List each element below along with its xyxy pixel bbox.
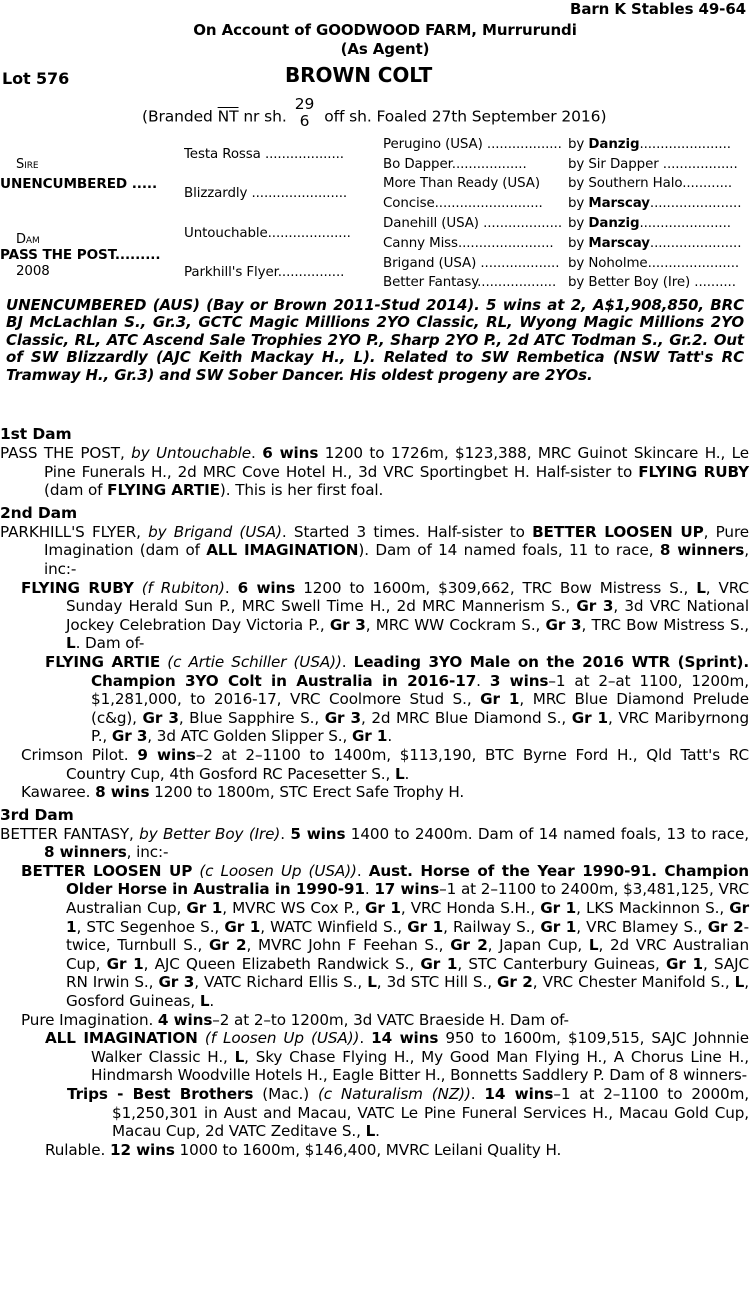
g1-1: Blizzardly .......................: [184, 186, 348, 201]
all-imagination-entry: ALL IMAGINATION (f Loosen Up (USA)). 14 wins 950 to 1600m, $109,515, SAJC Johnnie Walker Classic H., L, Sky Chase Flying H., My Good Man Flying H., A Chorus Line H., Hindmarsh Woodville Hotels H., Eagle Bitter H., Bonnetts Saddlery P. Dam of 8 winners-: [45, 1029, 750, 1085]
dam-name: PASS THE POST.........: [0, 247, 161, 263]
g2-3: Concise..........................: [383, 196, 543, 211]
g3-6: by Noholme......................: [568, 256, 740, 271]
trips-best-brothers-entry: Trips - Best Brothers (Mac.) (c Naturalism (NZ)). 14 wins–1 at 2–1100 to 2000m, $1,250,301 in Aust and Macau, VATC Le Pine Funeral Services H., Macau Gold Cup, Macau Cup, 2d VATC Zeditave S., L.: [67, 1085, 749, 1141]
brand-mid: nr sh.: [238, 107, 287, 126]
agent-label: (As Agent): [340, 40, 430, 58]
g2-1: Bo Dapper..................: [383, 157, 527, 172]
pedigree-table: [0, 132, 750, 292]
sire-name: UNENCUMBERED .....: [0, 176, 158, 192]
g2-6: Brigand (USA) ...................: [383, 256, 560, 271]
g2-7: Better Fantasy...................: [383, 275, 557, 290]
dam-year: 2008: [16, 264, 50, 279]
g3-2: by Southern Halo............: [568, 176, 733, 191]
kawaree-entry: Kawaree. 8 wins 1200 to 1800m, STC Erect Safe Trophy H.: [21, 783, 465, 802]
g2-5: Canny Miss.......................: [383, 236, 554, 251]
sire-summary: UNENCUMBERED (AUS) (Bay or Brown 2011-Stud 2014). 5 wins at 2, A$1,908,850, BRC BJ McLachlan S., Gr.3, GCTC Magic Millions 2YO Classic, RL, Wyong Magic Millions 2YO Classic, RL, ATC Ascend Sale Trophies 2YO P., Sharp 2YO P., 2d ATC Todman S., Gr.2. Out of SW Blizzardly (AJC Keith Mackay H., L). Related to SW Rembetica (NSW Tatt's RC Tramway H., Gr.3) and SW Sober Dancer. His oldest progeny are 2YOs.: [6, 296, 744, 384]
brand-pre: (Branded: [142, 107, 218, 126]
g3-4: by Danzig......................: [568, 216, 731, 231]
second-dam-heading: 2nd Dam: [0, 503, 78, 522]
brand-mark: $\overline{NT}$: [217, 107, 239, 126]
frac-bottom: 6: [299, 112, 310, 130]
stables-label: Barn K Stables 49-64: [570, 0, 746, 18]
first-dam-heading: 1st Dam: [0, 425, 72, 443]
g1-2: Untouchable....................: [184, 226, 351, 241]
brand-line: [142, 95, 607, 134]
g1-0: Testa Rossa ...................: [184, 147, 344, 162]
g3-3: by Marscay......................: [568, 196, 742, 211]
lot-number: Lot 576: [2, 69, 70, 88]
g2-4: Danehill (USA) ...................: [383, 216, 563, 231]
dam-label: Dam: [16, 232, 40, 247]
better-loosen-up-entry: BETTER LOOSEN UP (c Loosen Up (USA)). Aust. Horse of the Year 1990-91. Champion Older Horse in Australia in 1990-91. 17 wins–1 at 2–1100 to 2400m, $3,481,125, VRC Australian Cup, Gr 1, MVRC WS Cox P., Gr 1, VRC Honda S.H., Gr 1, LKS Mackinnon S., Gr 1, STC Segenhoe S., Gr 1, WATC Winfield S., Gr 1, Railway S., Gr 1, VRC Blamey S., Gr 2-twice, Turnbull S., Gr 2, MVRC John F Feehan S., Gr 2, Japan Cup, L, 2d VRC Australian Cup, Gr 1, AJC Queen Elizabeth Randwick S., Gr 1, STC Canterbury Guineas, Gr 1, SAJC RN Irwin S., Gr 3, VATC Richard Ellis S., L, 3d STC Hill S., Gr 2, VRC Chester Manifold S., L, Gosford Guineas, L.: [21, 861, 749, 1011]
flying-artie-entry: FLYING ARTIE (c Artie Schiller (USA)). Leading 3YO Male on the 2016 WTR (Sprint). Champion 3YO Colt in Australia in 2016-17. 3 wins–1 at 2–at 1100, 1200m, $1,281,000, to 2016-17, VRC Coolmore Stud S., Gr 1, MRC Blue Diamond Prelude (c&g), Gr 3, Blue Sapphire S., Gr 3, 2d MRC Blue Diamond S., Gr 1, VRC Maribyrnong P., Gr 3, 3d ATC Golden Slipper S., Gr 1.: [45, 652, 749, 746]
third-dam-heading: 3rd Dam: [0, 805, 74, 824]
third-dam-text: BETTER FANTASY, by Better Boy (Ire). 5 wins 1400 to 2400m. Dam of 14 named foals, 13 to race, 8 winners, inc:-: [0, 824, 749, 862]
g3-5: by Marscay......................: [568, 236, 742, 251]
flying-ruby-entry: FLYING RUBY (f Rubiton). 6 wins 1200 to 1600m, $309,662, TRC Bow Mistress S., L, VRC Sunday Herald Sun P., MRC Swell Time H., 2d MRC Mannerism S., Gr 3, 3d VRC National Jockey Celebration Day Victoria P., Gr 3, MRC WW Cockram S., Gr 3, TRC Bow Mistress S., L. Dam of-: [21, 578, 749, 653]
catalogue-body: [0, 425, 749, 1159]
g3-0: by Danzig......................: [568, 137, 731, 152]
crimson-pilot-entry: Crimson Pilot. 9 wins–2 at 2–1100 to 1400m, $113,190, BTC Byrne Ford H., Qld Tatt's RC Country Cup, 4th Gosford RC Pacesetter S., L.: [21, 745, 750, 783]
second-dam-text: PARKHILL'S FLYER, by Brigand (USA). Started 3 times. Half-sister to BETTER LOOSEN UP, Pure Imagination (dam of ALL IMAGINATION). Dam of 14 named foals, 11 to race, 8 winners, inc:-: [0, 522, 750, 578]
first-dam-text: PASS THE POST, by Untouchable. 6 wins 1200 to 1726m, $123,388, MRC Guinot Skincare H., Le Pine Funerals H., 2d MRC Cove Hotel H., 3d VRC Sportingbet H. Half-sister to FLYING RUBY (dam of FLYING ARTIE). This is her first foal.: [0, 444, 750, 500]
sire-label: Sire: [16, 157, 39, 172]
brand-post: off sh. Foaled 27th September 2016): [324, 107, 607, 126]
g2-2: More Than Ready (USA): [383, 176, 540, 191]
rulable-entry: Rulable. 12 wins 1000 to 1600m, $146,400, MVRC Leilani Quality H.: [45, 1140, 562, 1159]
g2-0: Perugino (USA) ..................: [383, 137, 562, 152]
brand-fraction: [295, 96, 315, 130]
lot-title: BROWN COLT: [285, 63, 433, 87]
pure-imagination-entry: Pure Imagination. 4 wins–2 at 2–to 1200m, 3d VATC Braeside H. Dam of-: [21, 1010, 569, 1029]
vendor-account: On Account of GOODWOOD FARM, Murrurundi: [193, 21, 577, 39]
g3-7: by Better Boy (Ire) ..........: [568, 275, 736, 290]
g3-1: by Sir Dapper ..................: [568, 157, 738, 172]
g1-3: Parkhill's Flyer................: [184, 265, 345, 280]
frac-top: 29: [294, 95, 315, 113]
